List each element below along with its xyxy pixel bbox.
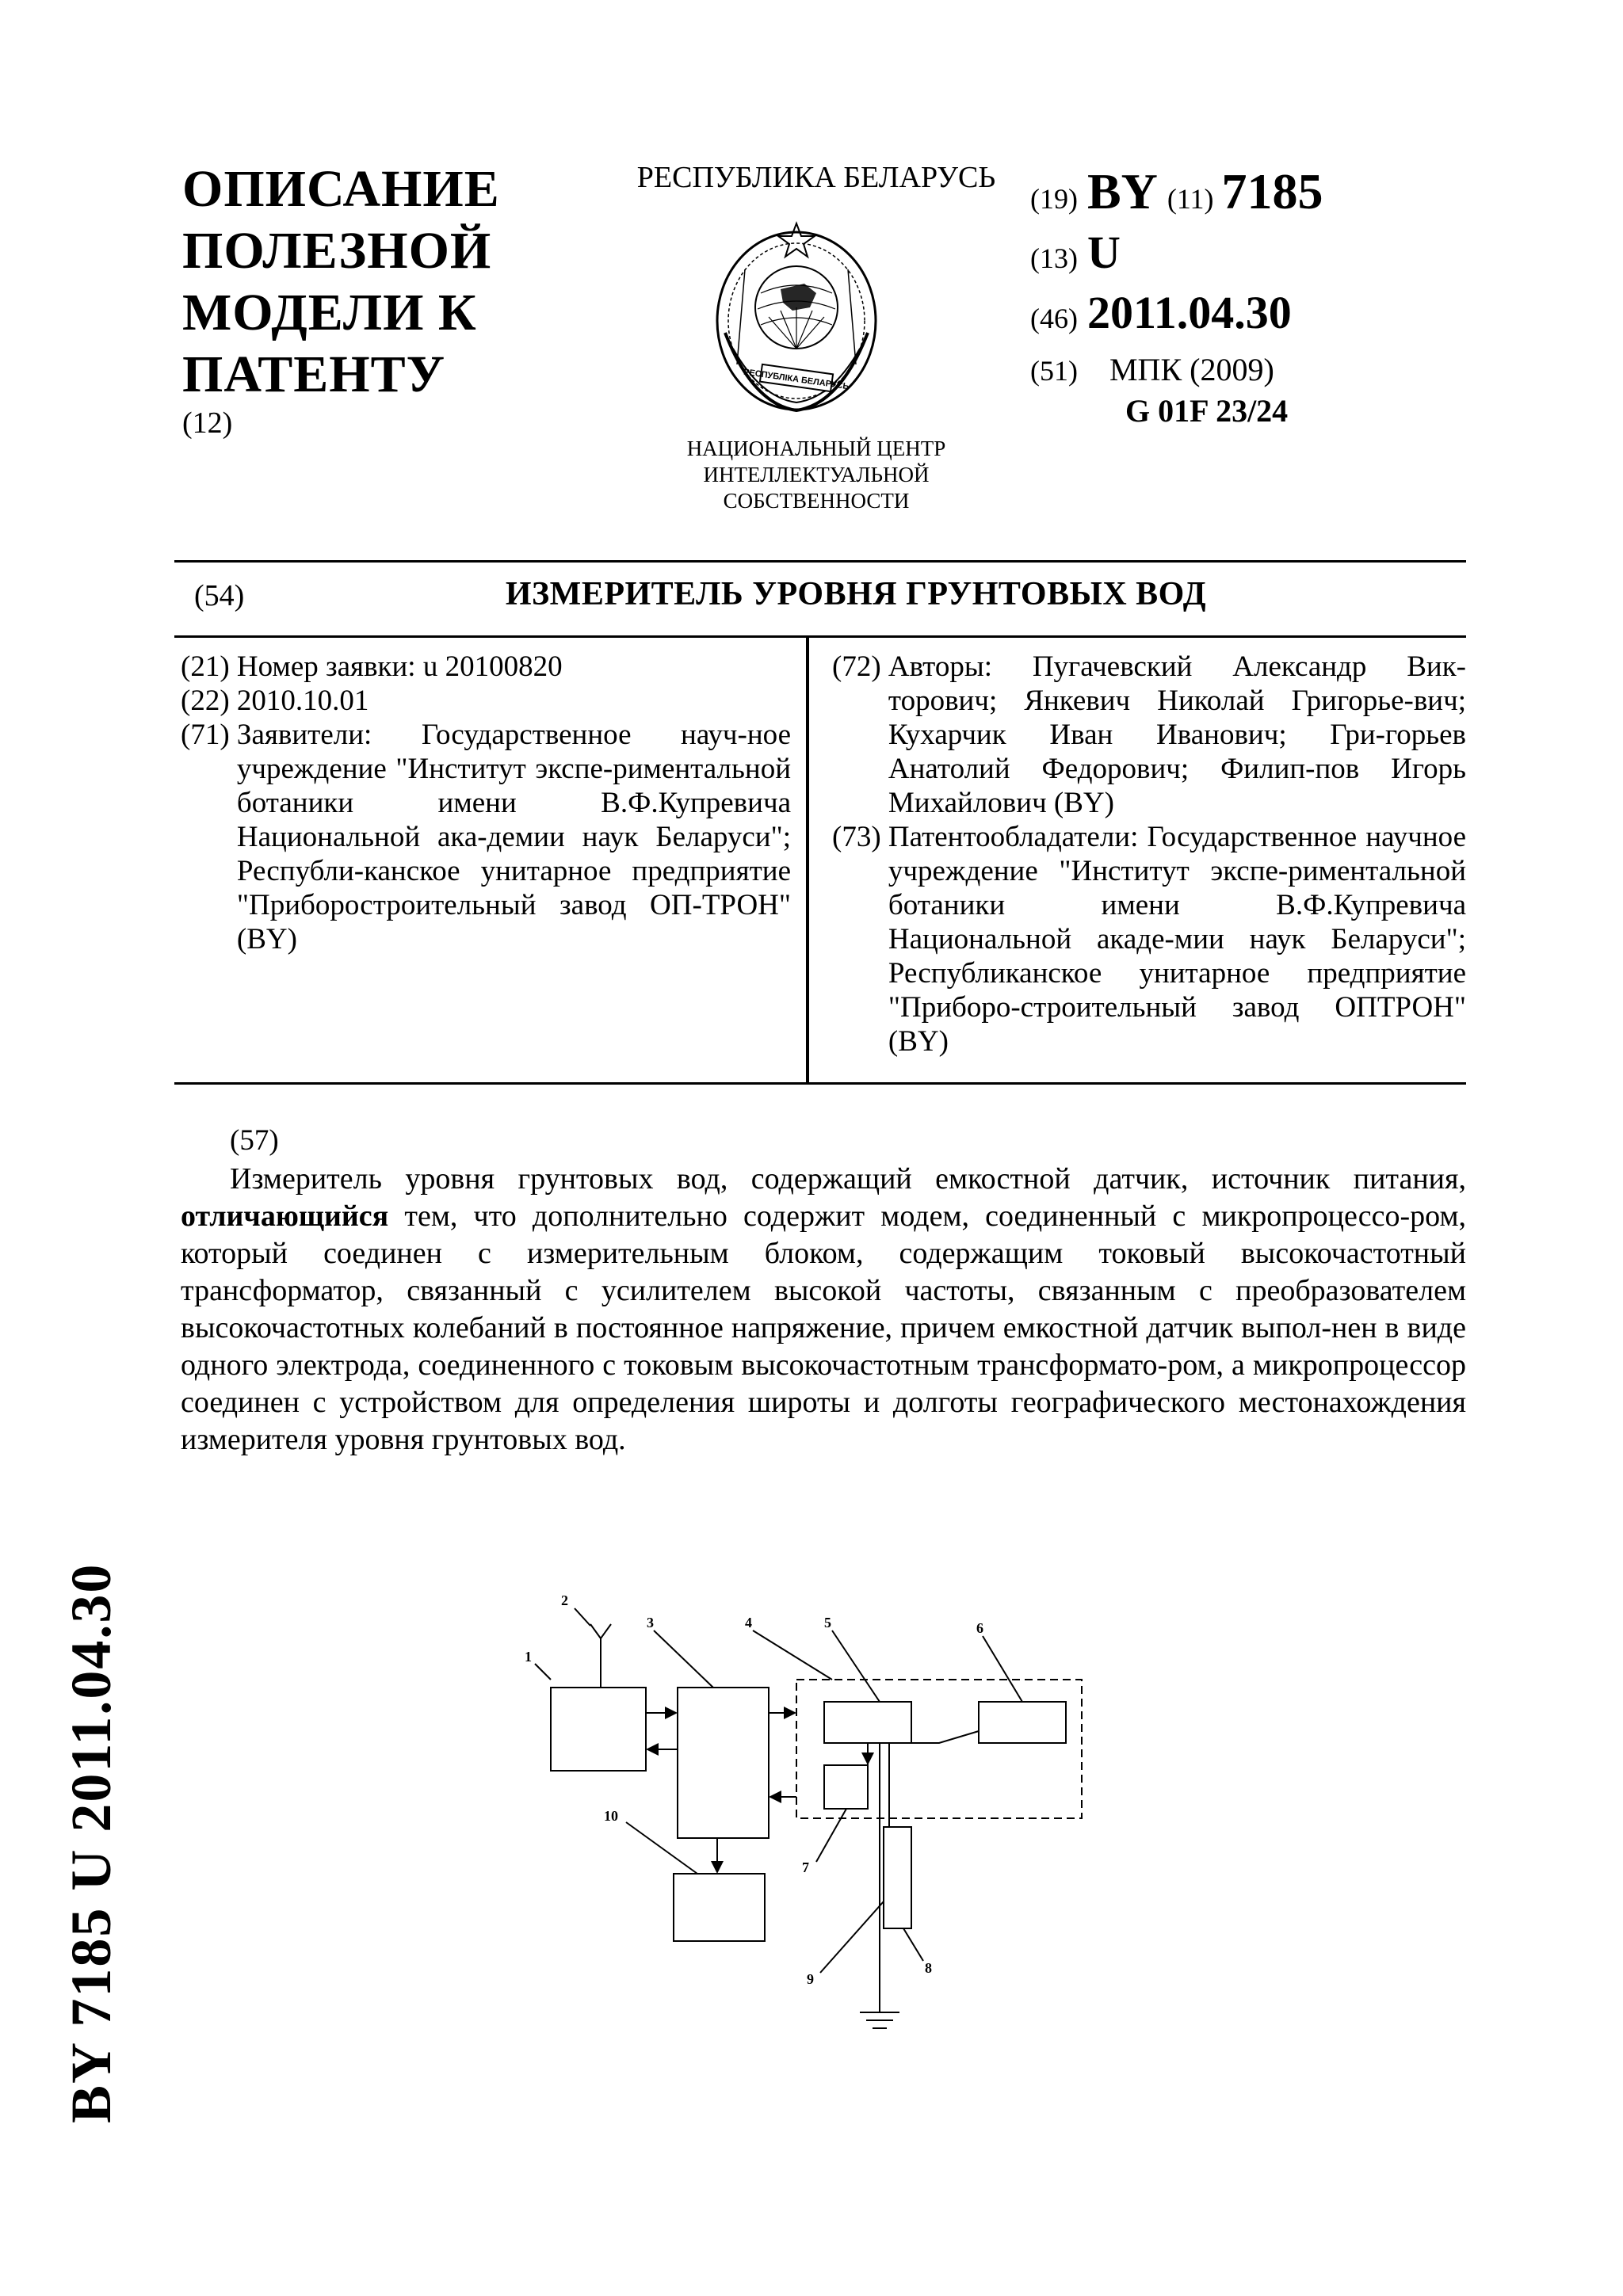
field-72-code: (72)	[832, 650, 888, 683]
diagram-label-1: 1	[525, 1649, 532, 1665]
block-1	[551, 1688, 646, 1771]
field-73	[832, 820, 1466, 1058]
antenna-2	[590, 1624, 611, 1688]
abstract-part: тем, что дополнительно содержит модем, соединенный с микропроцессо-ром, который соединен с измерительным блоком, содержащим токовый высокочастотный трансформатор, связанный с усилителем высокой частоты, связанным с преобразователем высокочастотных колебаний в постоянное напряжение, причем емкостной датчик выпол-нен в виде одного электрода, соединенного с токовым высокочастотным трансформато-ром, а микропроцессор соединен с устройством для определения широты и долготы географического местонахождения измерителя уровня грунтовых вод.	[181, 1199, 1466, 1456]
field-code-57: (57)	[230, 1124, 279, 1157]
diagram-label-8: 8	[925, 1960, 932, 1976]
authors-column	[832, 650, 1466, 1058]
block-7	[824, 1765, 868, 1809]
block-8	[884, 1827, 911, 1928]
field-code-54: (54)	[194, 579, 245, 612]
abstract-keyword: отличающийся	[181, 1199, 389, 1233]
diagram-label-5: 5	[824, 1615, 831, 1630]
field-72	[832, 650, 1466, 820]
block-diagram	[507, 1561, 1109, 2084]
field-21	[181, 650, 791, 684]
patent-number: 7185	[1221, 163, 1323, 219]
title-line: МОДЕЛИ К	[182, 284, 477, 341]
block-4	[796, 1680, 1082, 1818]
ipc-class: G 01F 23/24	[1125, 393, 1289, 429]
title-line: ОПИСАНИЕ	[182, 160, 500, 218]
diagram-label-4: 4	[745, 1615, 752, 1630]
field-22-code: (22)	[181, 685, 237, 717]
diagram-label-3: 3	[647, 1615, 654, 1630]
republic-label: РЕСПУБЛИКА БЕЛАРУСЬ	[636, 161, 996, 194]
code-46: (46)	[1030, 303, 1078, 334]
field-71-code: (71)	[181, 719, 237, 751]
belarus-emblem-icon	[705, 214, 888, 428]
side-document-id: BY 7185 U 2011.04.30	[59, 1562, 123, 2123]
code-51: (51)	[1030, 355, 1078, 387]
applicant-column	[181, 650, 791, 956]
org-line: НАЦИОНАЛЬНЫЙ ЦЕНТР	[686, 437, 946, 460]
abstract-text	[181, 1161, 1466, 1459]
org-line: СОБСТВЕННОСТИ	[723, 489, 910, 513]
applicants: Заявители: Государственное науч-ное учреждение "Институт экспе-риментальной ботаники имени В.Ф.Купревича Национальной ака-демии наук Беларуси"; Республи-канское унитарное предприятие "Приборостроительный завод ОП-ТРОН" (BY)	[236, 719, 791, 955]
diagram-label-10: 10	[604, 1808, 618, 1824]
column-divider	[806, 636, 809, 1083]
org-line: ИНТЕЛЛЕКТУАЛЬНОЙ	[703, 463, 930, 486]
emblem-text: РЕСПУБЛІКА БЕЛАРУСЬ	[743, 367, 850, 392]
title-line: ПОЛЕЗНОЙ	[182, 222, 492, 280]
national-center-label	[610, 436, 1022, 514]
field-73-code: (73)	[832, 821, 888, 853]
application-number: Номер заявки: u 20100820	[236, 650, 563, 683]
title-line: ПАТЕНТУ	[182, 345, 446, 403]
publication-date: 2011.04.30	[1086, 287, 1292, 338]
kind-code: U	[1086, 227, 1121, 278]
field-71	[181, 718, 791, 956]
diagram-label-7: 7	[802, 1859, 809, 1875]
block-10	[674, 1874, 765, 1941]
patent-holders: Патентообладатели: Государственное научное учреждение "Институт экспе-риментальной ботаники имени В.Ф.Купревича Национальной акаде-мии наук Беларуси"; Республиканское унитарное предприятие "Приборо-строительный завод ОПТРОН" (BY)	[888, 821, 1466, 1058]
divider	[174, 635, 1466, 638]
invention-title: ИЗМЕРИТЕЛЬ УРОВНЯ ГРУНТОВЫХ ВОД	[505, 576, 1207, 612]
field-22	[181, 684, 791, 718]
authors: Авторы: Пугачевский Александр Вик-торович; Янкевич Николай Григорье-вич; Кухарчик Иван Иванович; Гри-горьев Анатолий Федорович; Филип-пов Игорь Михайлович (BY)	[888, 650, 1466, 819]
diagram-label-9: 9	[807, 1971, 814, 1987]
bibliographic-codes	[1030, 162, 1506, 432]
divider	[174, 1082, 1466, 1085]
block-5	[824, 1702, 911, 1743]
code-19: (19)	[1030, 183, 1078, 215]
code-13: (13)	[1030, 242, 1078, 274]
mpk-label: МПК (2009)	[1109, 352, 1274, 387]
country-code: BY	[1086, 163, 1158, 219]
document-title	[182, 158, 547, 441]
block-6	[979, 1702, 1066, 1743]
block-3	[678, 1688, 769, 1838]
divider	[174, 560, 1466, 563]
field-code-12: (12)	[182, 406, 233, 440]
field-21-code: (21)	[181, 650, 237, 683]
code-11: (11)	[1167, 183, 1214, 215]
abstract-part: Измеритель уровня грунтовых вод, содержащий емкостной датчик, источник питания,	[230, 1162, 1466, 1196]
diagram-label-2: 2	[561, 1592, 568, 1608]
diagram-label-6: 6	[976, 1620, 983, 1636]
filing-date: 2010.10.01	[236, 685, 369, 717]
